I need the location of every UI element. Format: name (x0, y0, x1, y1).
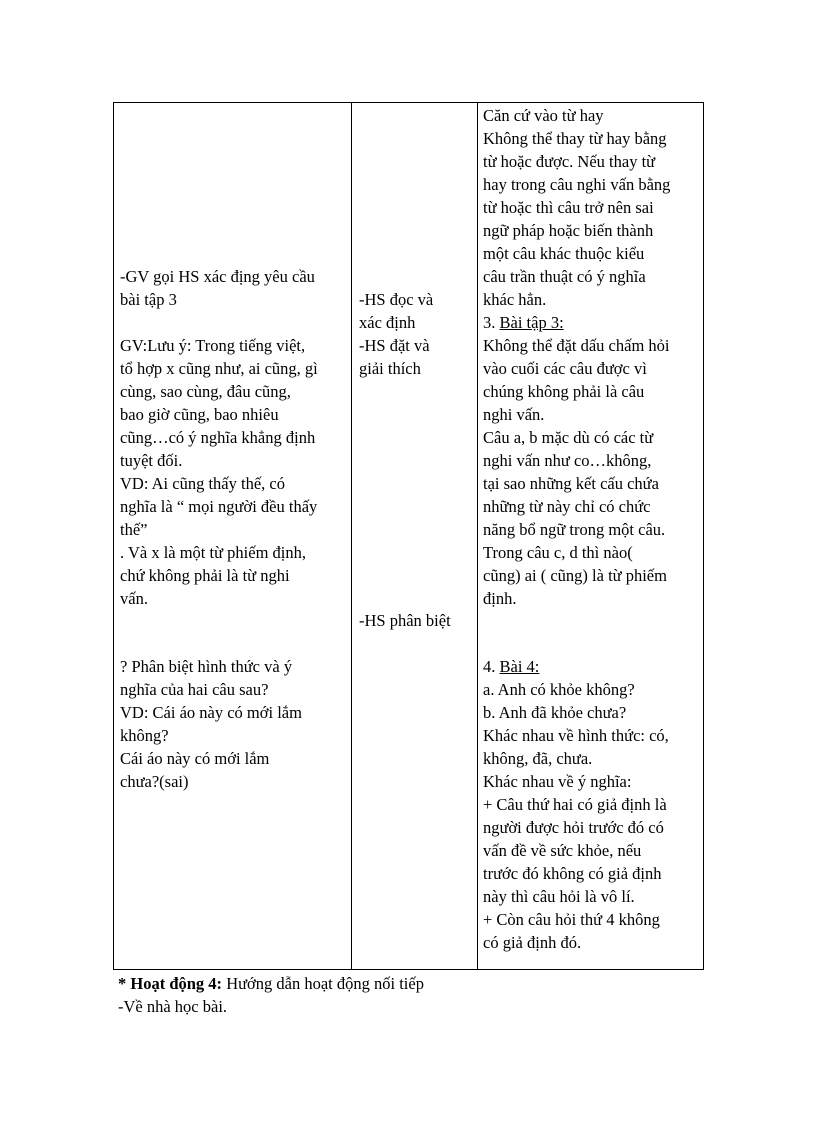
exercise-4-heading (483, 656, 539, 678)
text-line: Câu a, b mặc dù có các từ (483, 428, 654, 447)
text-line: Không thể đặt dấu chấm hỏi (483, 336, 670, 355)
text-line: -GV gọi HS xác địng yêu cầu (120, 267, 315, 286)
activity-4-line (118, 973, 424, 995)
text-line: + Câu thứ hai có giả định là (483, 795, 667, 814)
text-line: có giả định đó. (483, 933, 582, 952)
text-line: chúng không phải là câu (483, 382, 645, 401)
text-line: câu trần thuật có ý nghĩa (483, 267, 646, 286)
text-line: nghĩa là “ mọi người đều thấy (120, 497, 318, 516)
text-line: không, đã, chưa. (483, 749, 593, 768)
text-line: Không thể thay từ hay bằng (483, 129, 667, 148)
text-line: năng bổ ngữ trong một câu. (483, 520, 666, 539)
text-line: từ hoặc được. Nếu thay từ (483, 152, 656, 171)
text-line: người được hỏi trước đó có (483, 818, 664, 837)
text-line: b. Anh đã khỏe chưa? (483, 703, 627, 722)
text-line: bao giờ cũng, bao nhiêu (120, 405, 279, 424)
lesson-table (113, 102, 704, 970)
text-line: xác định (359, 313, 416, 332)
text-line: hay trong câu nghi vấn bằng (483, 175, 671, 194)
text-line: Khác nhau về hình thức: có, (483, 726, 669, 745)
text-line: cũng) ai ( cũng) là từ phiếm (483, 566, 667, 585)
exercise-3-number: 3. (483, 313, 496, 332)
text-line: từ hoặc thì câu trở nên sai (483, 198, 654, 217)
text-line: a. Anh có khỏe không? (483, 680, 635, 699)
activity-4-label: * Hoạt động 4: (118, 974, 223, 993)
text-line: tại sao những kết cấu chứa (483, 474, 659, 493)
text-line: cũng…có ý nghĩa khẳng định (120, 428, 316, 447)
text-line: ngữ pháp hoặc biến thành (483, 221, 654, 240)
text-line: Căn cứ vào từ hay (483, 106, 604, 125)
activity-4-text: Hướng dẫn hoạt động nối tiếp (222, 974, 424, 993)
text-line: thế” (120, 520, 148, 539)
text-line: VD: Ai cũng thấy thế, có (120, 474, 285, 493)
text-line: tuyệt đối. (120, 451, 183, 470)
text-line: VD: Cái áo này có mới lắm (120, 703, 302, 722)
text-line: Khác nhau về ý nghĩa: (483, 772, 632, 791)
exercise-3-title: Bài tập 3: (499, 313, 564, 332)
text-line: không? (120, 726, 169, 745)
text-line: khác hẳn. (483, 290, 547, 309)
text-line: một câu khác thuộc kiểu (483, 244, 645, 263)
text-line: nghĩa của hai câu sau? (120, 680, 269, 699)
homework-line: -Về nhà học bài. (118, 997, 228, 1016)
exercise-4-title: Bài 4: (499, 657, 540, 676)
text-line: trước đó không có giả định (483, 864, 662, 883)
text-line: + Còn câu hỏi thứ 4 không (483, 910, 660, 929)
text-line: . Và x là một từ phiếm định, (120, 543, 306, 562)
text-line: Cái áo này có mới lắm (120, 749, 270, 768)
text-line: vấn. (120, 589, 148, 608)
text-line: vào cuối các câu được vì (483, 359, 647, 378)
text-line: bài tập 3 (120, 290, 177, 309)
text-line: này thì câu hỏi là vô lí. (483, 887, 635, 906)
text-line: chứ không phải là từ nghi (120, 566, 290, 585)
text-line: những từ này chỉ có chức (483, 497, 651, 516)
text-line: định. (483, 589, 517, 608)
text-line: GV:Lưu ý: Trong tiếng việt, (120, 336, 306, 355)
exercise-4-number: 4. (483, 657, 496, 676)
text-line: -HS phân biệt (359, 611, 451, 630)
text-line: -HS đặt và (359, 336, 430, 355)
text-line: cùng, sao cùng, đâu cũng, (120, 382, 291, 401)
text-line: nghi vấn. (483, 405, 545, 424)
text-line: Trong câu c, d thì nào( (483, 543, 633, 562)
text-line: nghi vấn như co…không, (483, 451, 652, 470)
text-line: vấn đề về sức khỏe, nếu (483, 841, 642, 860)
text-line: -HS đọc và (359, 290, 434, 309)
column-divider-1 (351, 103, 352, 969)
text-line: ? Phân biệt hình thức và ý (120, 657, 293, 676)
text-line: chưa?(sai) (120, 772, 189, 791)
text-line: giải thích (359, 359, 421, 378)
column-divider-2 (477, 103, 478, 969)
text-line: tổ hợp x cũng như, ai cũng, gì (120, 359, 318, 378)
exercise-3-heading (483, 312, 564, 334)
